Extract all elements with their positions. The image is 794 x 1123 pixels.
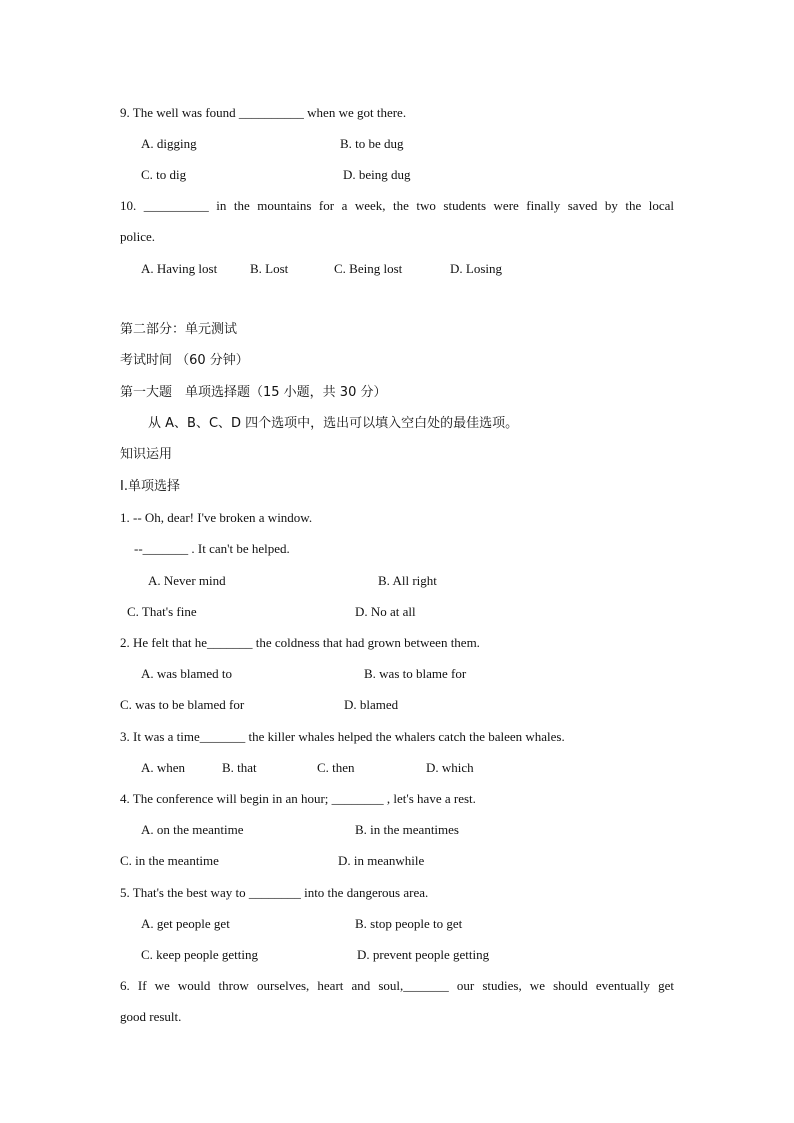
question-1-option-a: A. Never mind <box>148 573 226 588</box>
question-2-stem: 2. He felt that he_______ the coldness that had grown between them. <box>120 635 480 650</box>
question-6-line2: good result. <box>120 1009 182 1024</box>
question-5-stem: 5. That's the best way to ________ into the dangerous area. <box>120 885 429 900</box>
question-5-option-a: A. get people get <box>141 916 230 931</box>
question-9-option-c: C. to dig <box>141 167 187 182</box>
question-4-option-d: D. in meanwhile <box>338 853 425 868</box>
question-6-line1: 6. If we would throw ourselves, heart and soul,_______ our studies, we should eventually get <box>120 978 674 993</box>
question-5-option-d: D. prevent people getting <box>357 947 490 962</box>
question-4-stem: 4. The conference will begin in an hour; ________ , let's have a rest. <box>120 791 476 806</box>
question-2-option-d: D. blamed <box>344 697 399 712</box>
question-2-option-b: B. was to blame for <box>364 666 467 681</box>
question-1-option-c: C. That's fine <box>127 604 197 619</box>
question-4-option-c: C. in the meantime <box>120 853 219 868</box>
question-1-line1: 1. -- Oh, dear! I've broken a window. <box>120 510 313 525</box>
subheading-knowledge: 知识运用 <box>120 447 173 462</box>
question-10-option-d: D. Losing <box>450 261 502 276</box>
question-9-option-d: D. being dug <box>343 167 411 182</box>
question-4-option-a: A. on the meantime <box>141 822 244 837</box>
question-1-option-b: B. All right <box>378 573 437 588</box>
question-5-option-b: B. stop people to get <box>355 916 463 931</box>
question-10-stem-line2: police. <box>120 229 156 244</box>
question-9-option-b: B. to be dug <box>340 136 404 151</box>
question-10-option-c: C. Being lost <box>334 261 403 276</box>
subheading-single-choice: I.单项选择 <box>120 479 180 494</box>
exam-time: 考试时间 （60 分钟） <box>120 353 249 368</box>
question-4-option-b: B. in the meantimes <box>355 822 459 837</box>
question-10-option-b: B. Lost <box>250 261 289 276</box>
question-9-option-a: A. digging <box>141 136 197 151</box>
part-2-title: 第二部分：单元测试 <box>120 322 238 337</box>
question-10-stem-line1: 10. __________ in the mountains for a week, the two students were finally saved by the local <box>120 198 674 213</box>
question-3-option-d: D. which <box>426 760 474 775</box>
question-5-option-c: C. keep people getting <box>141 947 258 962</box>
question-3-option-a: A. when <box>141 760 186 775</box>
question-3-stem: 3. It was a time_______ the killer whales helped the whalers catch the baleen whales. <box>120 729 565 744</box>
question-1-line2: --_______ . It can't be helped. <box>134 541 290 556</box>
section-1-heading: 第一大题 单项选择题（15 小题，共 30 分） <box>120 385 387 400</box>
question-9-stem: 9. The well was found __________ when we got there. <box>120 105 407 120</box>
question-1-option-d: D. No at all <box>355 604 416 619</box>
section-instruction: 从 A、B、C、D 四个选项中，选出可以填入空白处的最佳选项。 <box>148 416 519 431</box>
question-2-option-c: C. was to be blamed for <box>120 697 245 712</box>
question-3-option-b: B. that <box>222 760 257 775</box>
question-2-option-a: A. was blamed to <box>141 666 232 681</box>
question-10-option-a: A. Having lost <box>141 261 218 276</box>
question-3-option-c: C. then <box>317 760 355 775</box>
